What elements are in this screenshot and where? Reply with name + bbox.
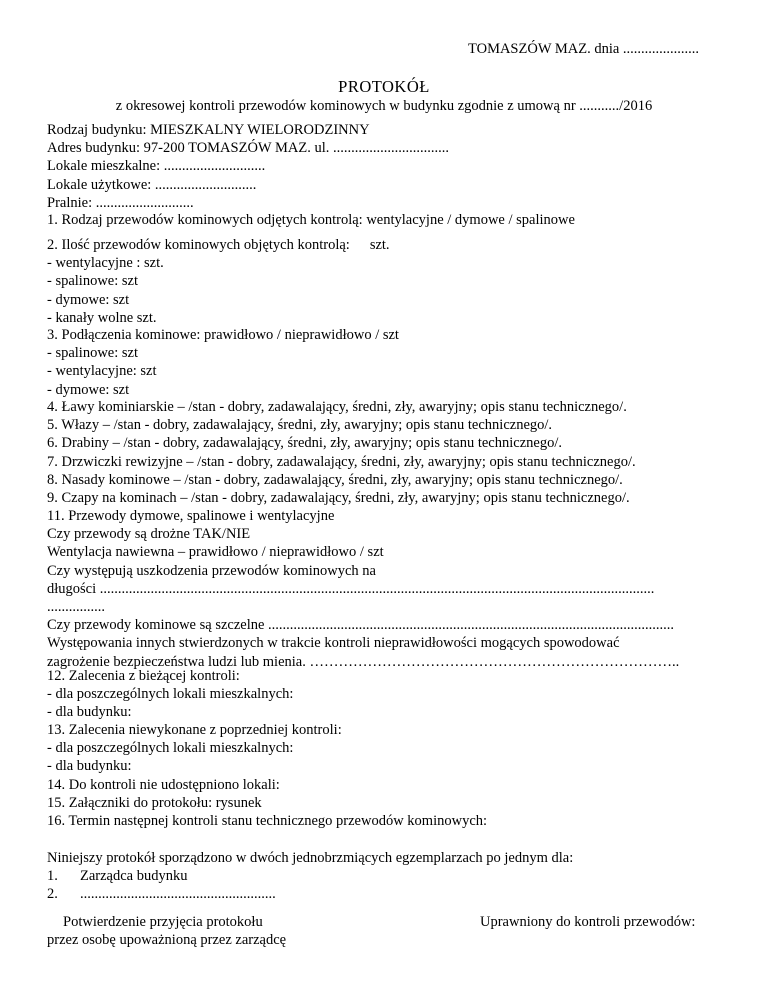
section-2 — [47, 236, 727, 327]
section-12-heading: 12. Zalecenia z bieżącej kontroli: — [47, 668, 240, 684]
section-3-item: - wentylacyjne: szt — [47, 363, 157, 380]
signature-left-line2: przez osobę upoważnioną przez zarządcę — [47, 932, 287, 948]
recipient-text: Zarządca budynku — [80, 868, 188, 885]
signature-left-line1: Potwierdzenie przyjęcia protokołu — [63, 914, 263, 930]
section-11-line: długości ......................................................................................................................................................... — [47, 580, 655, 597]
section-12 — [47, 667, 727, 722]
section-11-line: Czy przewody są drożne TAK/NIE — [47, 526, 251, 543]
section-2-item: - dymowe: szt — [47, 291, 130, 308]
section-11-line: ................ — [47, 599, 105, 616]
section-13 — [47, 721, 727, 776]
section-9: 9. Czapy na kominach – /stan - dobry, zadawalający, średni, zły, awaryjny; opis stanu technicznego/. — [47, 490, 630, 507]
section-11-line: Występowania innych stwierdzonych w trakcie kontroli nieprawidłowości mogących spowodować — [47, 635, 620, 652]
recipient-item — [47, 867, 727, 885]
recipient-number: 2. — [47, 886, 58, 903]
section-4: 4. Ławy kominiarskie – /stan - dobry, zadawalający, średni, zły, awaryjny; opis stanu technicznego/. — [47, 399, 627, 415]
section-13-item: - dla poszczególnych lokali mieszkalnych: — [47, 740, 294, 757]
section-11-line: zagrożenie bezpieczeństwa ludzi lub mienia. ………………………………………………………………….. — [47, 653, 680, 670]
section-6: 6. Drabiny – /stan - dobry, zadawalający, średni, zły, awaryjny; opis stanu technicznego/. — [47, 435, 562, 452]
section-11-line: Czy występują uszkodzenia przewodów kominowych na — [47, 562, 376, 579]
section-3-heading: 3. Podłączenia kominowe: prawidłowo / nieprawidłowo / szt — [47, 327, 399, 343]
building-info — [47, 121, 727, 212]
section-11-line: 11. Przewody dymowe, spalinowe i wentylacyjne — [47, 508, 335, 524]
sections-4-9 — [47, 398, 727, 507]
laundries: Pralnie: ........................... — [47, 194, 194, 211]
section-2-item: - kanały wolne szt. — [47, 309, 157, 326]
section-14: 14. Do kontroli nie udostępniono lokali: — [47, 777, 280, 793]
building-type: Rodzaj budynku: MIESZKALNY WIELORODZINNY — [47, 122, 370, 138]
recipient-text: ...................................................... — [80, 886, 276, 903]
section-2-item: - spalinowe: szt — [47, 273, 139, 290]
section-3-item: - dymowe: szt — [47, 381, 130, 398]
residential-units: Lokale mieszkalne: ............................ — [47, 158, 266, 175]
document-title: PROTOKÓŁ — [338, 77, 430, 96]
section-16: 16. Termin następnej kontroli stanu technicznego przewodów kominowych: — [47, 813, 488, 830]
section-12-item: - dla budynku: — [47, 704, 132, 721]
recipient-number: 1. — [47, 868, 58, 885]
section-11 — [47, 507, 727, 671]
building-address: Adres budynku: 97-200 TOMASZÓW MAZ. ul. ................................ — [47, 140, 449, 157]
section-13-heading: 13. Zalecenia niewykonane z poprzedniej kontroli: — [47, 722, 342, 738]
date-line: TOMASZÓW MAZ. dnia ..................... — [468, 41, 700, 57]
section-11-line: Czy przewody kominowe są szczelne ................................................................................................................ — [47, 617, 675, 634]
section-2-heading — [47, 236, 727, 254]
closing-intro: Niniejszy protokół sporządzono w dwóch jednobrzmiących egzemplarzach po jednym dla: — [47, 850, 574, 866]
section-8: 8. Nasady kominowe – /stan - dobry, zadawalający, średni, zły, awaryjny; opis stanu technicznego/. — [47, 471, 623, 488]
section-2-heading-unit: szt. — [369, 237, 390, 253]
section-2-heading-text: 2. Ilość przewodów kominowych objętych kontrolą: — [47, 237, 350, 253]
sections-14-16 — [47, 776, 727, 831]
section-15: 15. Załączniki do protokołu: rysunek — [47, 795, 262, 812]
closing — [47, 849, 727, 904]
section-3 — [47, 326, 727, 399]
document-subtitle: z okresowej kontroli przewodów kominowych w budynku zgodnie z umową nr .........../2016 — [115, 98, 653, 114]
section-12-item: - dla poszczególnych lokali mieszkalnych: — [47, 686, 294, 703]
section-1-text: 1. Rodzaj przewodów kominowych odjętych kontrolą: wentylacyjne / dymowe / spalinowe — [47, 212, 575, 228]
commercial-units: Lokale użytkowe: ............................ — [47, 176, 257, 193]
section-1 — [47, 211, 727, 229]
section-5: 5. Włazy – /stan - dobry, zadawalający, średni, zły, awaryjny; opis stanu technicznego/. — [47, 417, 553, 434]
section-7: 7. Drzwiczki rewizyjne – /stan - dobry, zadawalający, średni, zły, awaryjny; opis stanu technicznego/. — [47, 453, 636, 470]
section-2-item: - wentylacyjne : szt. — [47, 255, 164, 272]
section-11-line: Wentylacja nawiewna – prawidłowo / nieprawidłowo / szt — [47, 544, 384, 561]
section-3-item: - spalinowe: szt — [47, 345, 139, 362]
signature-right: Uprawniony do kontroli przewodów: — [480, 914, 696, 930]
section-13-item: - dla budynku: — [47, 758, 132, 775]
recipient-item — [47, 885, 727, 903]
